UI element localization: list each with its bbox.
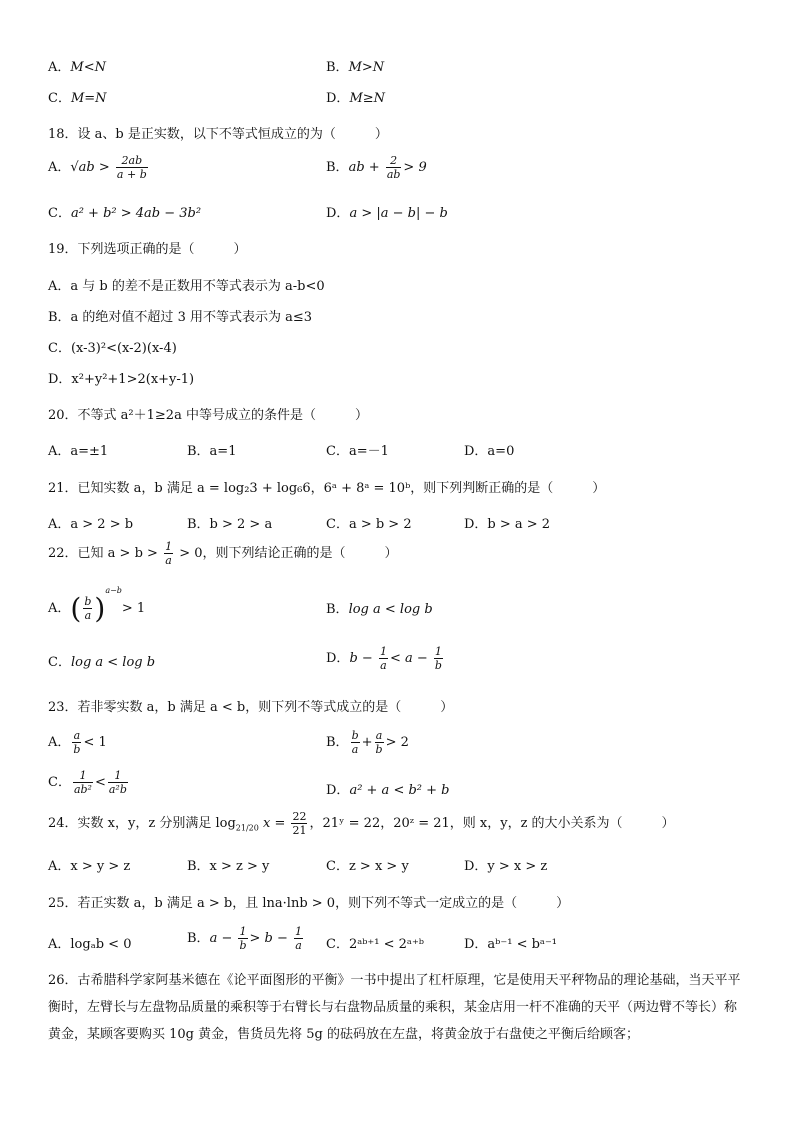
q21-option-a: A．a > 2 > b (48, 517, 134, 532)
option-label: A． (48, 601, 71, 616)
q17-option-d (326, 87, 385, 106)
fraction (116, 155, 148, 180)
fraction (72, 730, 81, 755)
q17-option-a (48, 56, 106, 75)
question-18-stem: 18．设 a、b 是正实数，以下不等式恒成立的为（ ） (48, 127, 388, 142)
q17-option-b (326, 56, 384, 75)
option-text: a² + a < b² + b (349, 783, 450, 798)
fraction (83, 596, 92, 621)
numerator: 1 (434, 645, 442, 658)
q18-option-d (326, 202, 448, 221)
denominator: b (73, 743, 81, 756)
denominator: ab² (73, 783, 92, 796)
denominator: b (375, 743, 383, 756)
q25-option-b (187, 926, 305, 951)
expr: > 1 (121, 601, 146, 616)
expr: x = (262, 816, 286, 831)
fraction (108, 770, 128, 795)
stem-text: 22．已知 a > b > (48, 546, 158, 561)
option-label: D． (326, 783, 350, 798)
q22-option-d (326, 646, 445, 671)
q25-option-c: C．2ᵃᵇ⁺¹ < 2ᵃ⁺ᵇ (326, 937, 425, 952)
exponent: a−b (105, 585, 122, 595)
denominator: a + b (116, 168, 147, 181)
expr: √ab > (70, 160, 110, 175)
stem-text: > 0，则下列结论正确的是（ ） (179, 546, 398, 561)
q24-option-a: A．x > y > z (48, 859, 131, 874)
numerator: 1 (295, 925, 303, 938)
fraction (238, 926, 247, 951)
numerator: 2ab (116, 155, 148, 168)
q24-option-d: D．y > x > z (464, 859, 548, 874)
numerator: b (84, 595, 92, 608)
numerator: a (73, 729, 81, 742)
denominator: a (295, 939, 302, 952)
option-label: C． (48, 775, 71, 790)
q21-option-d: D．b > a > 2 (464, 517, 551, 532)
q23-option-d (326, 779, 449, 798)
expr: > 9 (403, 160, 427, 175)
q18-option-a (48, 155, 150, 180)
option-label: B． (326, 735, 349, 750)
q19-option-b: B．a 的绝对值不超过 3 用不等式表示为 a≤3 (48, 310, 313, 325)
option-text: M=N (70, 91, 107, 106)
question-26-paragraph: 26．古希腊科学家阿基米德在《论平面图形的平衡》一书中提出了杠杆原理，它是使用天平秤物品的理论基础，当天平平衡时，左臂长与左盘物品质量的乘积等于右臂长与右盘物品质量的乘积，某金店用一杆不准确的天平（两边臂不等长）称黄金，某顾客要购买 10g 黄金，售货员先将 5g 的砝码放在左盘，将黄金放于右盘使之平衡后给顾客； (48, 973, 741, 1042)
q22-option-c (48, 651, 155, 670)
numerator: 1 (239, 925, 247, 938)
numerator: 1 (108, 770, 128, 783)
q22-option-a (48, 585, 146, 625)
q20-option-c: C．a=－1 (326, 444, 389, 459)
option-label: A． (48, 735, 71, 750)
fraction (73, 770, 93, 795)
expr: a − (209, 931, 233, 946)
fraction (434, 646, 443, 671)
q19-option-d: D．x²+y²+1>2(x+y-1) (48, 372, 195, 387)
option-label: C． (48, 206, 71, 221)
numerator: 22 (292, 810, 307, 823)
q18-option-c (48, 202, 201, 221)
stem-text: ，21ʸ = 22，20ᶻ = 21，则 x，y，z 的大小关系为（ ） (309, 816, 675, 831)
q25-option-d: D．aᵇ⁻¹ < bᵃ⁻¹ (464, 937, 558, 952)
fraction (291, 811, 307, 836)
option-text: M>N (348, 60, 385, 75)
q23-option-c: C． $\frac{1}{\text{ab²}}$ < $\frac{1}{\text{a²b}}$ (48, 769, 127, 796)
option-text: a² + b² > 4ab − 3b² (70, 206, 202, 221)
expr: < 1 (83, 735, 107, 750)
expr: ab + (348, 160, 380, 175)
option-text: M<N (70, 60, 106, 75)
option-label: C． (48, 655, 71, 670)
numerator: 1 (379, 645, 387, 658)
numerator: 1 (73, 770, 93, 783)
option-label: B． (187, 931, 210, 946)
question-23-stem: 23．若非零实数 a，b 满足 a < b，则下列不等式成立的是（ ） (48, 700, 454, 715)
option-text: log a < log b (70, 655, 156, 670)
denominator: a (84, 609, 92, 622)
numerator: 1 (165, 540, 173, 553)
q22-option-b (326, 598, 433, 617)
q18-option-b (326, 155, 427, 180)
q19-option-a: A．a 与 b 的差不是正数用不等式表示为 a-b<0 (48, 279, 325, 294)
q17-option-c (48, 87, 107, 106)
question-24-stem (48, 811, 675, 836)
option-label: B． (326, 602, 349, 617)
numerator: 2 (386, 155, 402, 168)
stem-text: 24．实数 x，y，z 分别满足 log (48, 816, 236, 831)
expr: b − (349, 651, 373, 666)
option-label: B． (326, 160, 349, 175)
fraction (386, 155, 402, 180)
option-label: D． (326, 651, 350, 666)
fraction (351, 730, 360, 755)
question-21-stem: 21．已知实数 a，b 满足 a = log₂3 + log₆6，6ᵃ + 8ᵃ = 10ᵇ，则下列判断正确的是（ ） (48, 481, 606, 496)
fraction (294, 926, 303, 951)
question-25-stem: 25．若正实数 a，b 满足 a > b，且 lna·lnb > 0，则下列不等式一定成立的是（ ） (48, 896, 570, 911)
denominator: b (239, 939, 247, 952)
denominator: b (434, 659, 442, 672)
option-text: log a < log b (348, 602, 433, 617)
question-22-stem (48, 541, 398, 566)
q20-option-b: B．a=1 (187, 444, 237, 459)
expr: > b − (249, 931, 288, 946)
fraction (164, 541, 173, 566)
option-label: A． (48, 60, 71, 75)
q21-option-c: C．a > b > 2 (326, 517, 412, 532)
q23-option-b: B． $\frac{b}{a}$ + $\frac{a}{b}$ > 2 (326, 729, 409, 756)
option-text: a > |a − b| − b (349, 206, 448, 221)
option-label: B． (326, 60, 349, 75)
denominator: 21 (292, 824, 307, 837)
denominator: ab (386, 168, 401, 181)
option-label: A． (48, 160, 71, 175)
q24-option-c: C．z > x > y (326, 859, 409, 874)
fraction (379, 646, 388, 671)
expr: > 2 (385, 735, 409, 750)
q21-option-b: B．b > 2 > a (187, 517, 273, 532)
option-label: D． (326, 91, 350, 106)
option-label: D． (326, 206, 350, 221)
q20-option-a: A．a=±1 (48, 444, 109, 459)
paren-open: ( (70, 592, 82, 625)
expr: < a − (389, 651, 428, 666)
q25-option-a: A．logₐb < 0 (48, 937, 132, 952)
q23-option-a (48, 730, 107, 755)
log-base: 21/20 (235, 823, 259, 833)
denominator: a (165, 554, 172, 567)
fraction (375, 730, 384, 755)
numerator: b (351, 729, 359, 742)
question-19-stem: 19．下列选项正确的是（ ） (48, 242, 247, 257)
option-text: M≥N (349, 91, 386, 106)
q24-option-b: B．x > z > y (187, 859, 270, 874)
q20-option-d: D．a=0 (464, 444, 515, 459)
denominator: a (351, 743, 359, 756)
paren-close: ) (94, 592, 106, 625)
q19-option-c: C．(x-3)²<(x-2)(x-4) (48, 341, 177, 356)
question-20-stem: 20．不等式 a²＋1≥2a 中等号成立的条件是（ ） (48, 408, 368, 423)
option-label: C． (48, 91, 71, 106)
numerator: a (375, 729, 383, 742)
denominator: a (380, 659, 387, 672)
denominator: a²b (108, 783, 127, 796)
